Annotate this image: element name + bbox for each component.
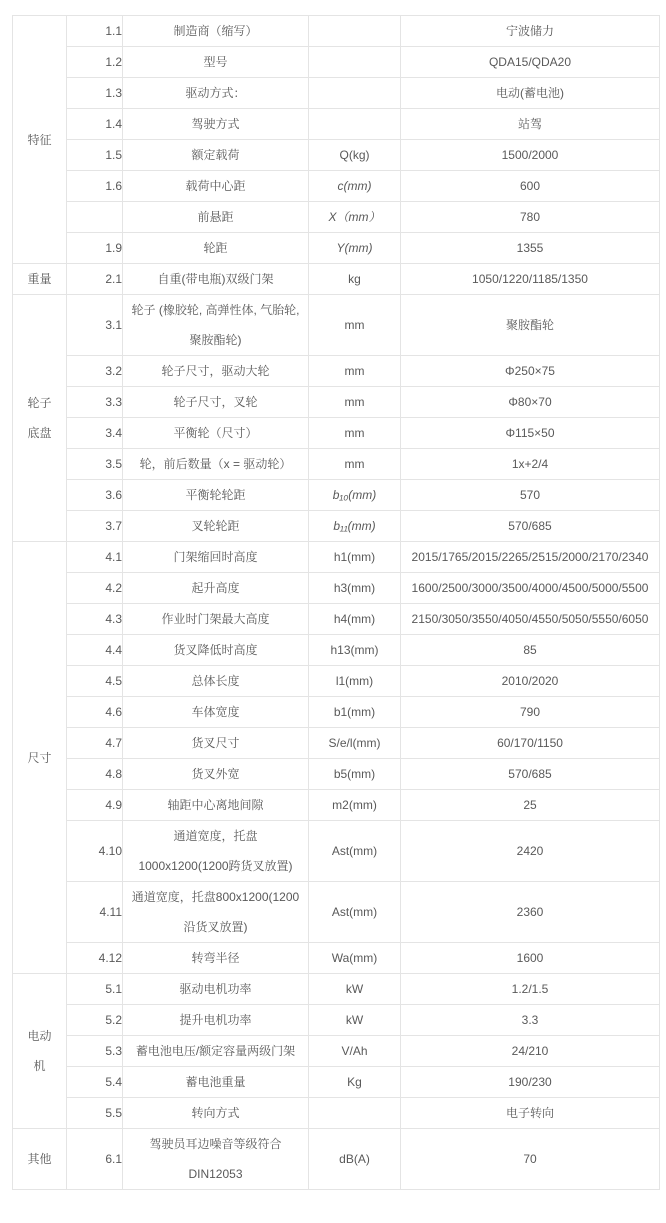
description-cell: 轮子 (橡胶轮, 高弹性体, 气胎轮, 聚胺酯轮) bbox=[123, 295, 309, 356]
table-row bbox=[13, 635, 660, 666]
symbol-cell: mm bbox=[309, 418, 401, 449]
category-cell: 重量 bbox=[13, 264, 67, 295]
table-row bbox=[13, 1129, 660, 1190]
table-row bbox=[13, 109, 660, 140]
value-cell: 电动(蓄电池) bbox=[401, 78, 660, 109]
value-cell: 1600 bbox=[401, 943, 660, 974]
symbol-cell: Q(kg) bbox=[309, 140, 401, 171]
table-row bbox=[13, 449, 660, 480]
table-row bbox=[13, 1005, 660, 1036]
row-number-cell: 4.11 bbox=[67, 882, 123, 943]
description-cell: 转向方式 bbox=[123, 1098, 309, 1129]
symbol-cell: l1(mm) bbox=[309, 666, 401, 697]
description-cell: 制造商（缩写） bbox=[123, 16, 309, 47]
value-cell: 570/685 bbox=[401, 511, 660, 542]
table-row bbox=[13, 1098, 660, 1129]
value-cell: 1x+2/4 bbox=[401, 449, 660, 480]
value-cell: 25 bbox=[401, 790, 660, 821]
category-cell: 尺寸 bbox=[13, 542, 67, 974]
symbol-cell: b₁₁(mm) bbox=[309, 511, 401, 542]
row-number-cell: 4.5 bbox=[67, 666, 123, 697]
description-cell: 轮子尺寸，叉轮 bbox=[123, 387, 309, 418]
value-cell: 2360 bbox=[401, 882, 660, 943]
symbol-cell: X（mm） bbox=[309, 202, 401, 233]
row-number-cell: 3.7 bbox=[67, 511, 123, 542]
table-row bbox=[13, 1036, 660, 1067]
row-number-cell: 3.2 bbox=[67, 356, 123, 387]
table-row bbox=[13, 202, 660, 233]
description-cell: 货叉外宽 bbox=[123, 759, 309, 790]
row-number-cell: 1.5 bbox=[67, 140, 123, 171]
description-cell: 作业时门架最大高度 bbox=[123, 604, 309, 635]
table-row bbox=[13, 140, 660, 171]
description-cell: 蓄电池电压/额定容量两级门架 bbox=[123, 1036, 309, 1067]
value-cell: 600 bbox=[401, 171, 660, 202]
table-row bbox=[13, 16, 660, 47]
value-cell: 60/170/1150 bbox=[401, 728, 660, 759]
table-row bbox=[13, 821, 660, 882]
value-cell: Φ115×50 bbox=[401, 418, 660, 449]
table-row bbox=[13, 511, 660, 542]
description-cell: 车体宽度 bbox=[123, 697, 309, 728]
symbol-cell: h13(mm) bbox=[309, 635, 401, 666]
value-cell: 站驾 bbox=[401, 109, 660, 140]
symbol-cell: m2(mm) bbox=[309, 790, 401, 821]
row-number-cell: 1.9 bbox=[67, 233, 123, 264]
symbol-cell: V/Ah bbox=[309, 1036, 401, 1067]
symbol-cell bbox=[309, 1098, 401, 1129]
row-number-cell: 6.1 bbox=[67, 1129, 123, 1190]
table-row bbox=[13, 943, 660, 974]
description-cell: 轮，前后数量（x = 驱动轮） bbox=[123, 449, 309, 480]
symbol-cell bbox=[309, 78, 401, 109]
row-number-cell: 5.5 bbox=[67, 1098, 123, 1129]
description-cell: 前悬距 bbox=[123, 202, 309, 233]
symbol-cell: kW bbox=[309, 974, 401, 1005]
description-cell: 叉轮轮距 bbox=[123, 511, 309, 542]
row-number-cell: 5.1 bbox=[67, 974, 123, 1005]
row-number-cell: 1.2 bbox=[67, 47, 123, 78]
symbol-cell: Kg bbox=[309, 1067, 401, 1098]
symbol-cell: h4(mm) bbox=[309, 604, 401, 635]
table-row bbox=[13, 387, 660, 418]
value-cell: 570 bbox=[401, 480, 660, 511]
table-row bbox=[13, 264, 660, 295]
symbol-cell bbox=[309, 109, 401, 140]
description-cell: 转弯半径 bbox=[123, 943, 309, 974]
symbol-cell: c(mm) bbox=[309, 171, 401, 202]
description-cell: 平衡轮轮距 bbox=[123, 480, 309, 511]
description-cell: 平衡轮（尺寸） bbox=[123, 418, 309, 449]
value-cell: 2420 bbox=[401, 821, 660, 882]
value-cell: 1.2/1.5 bbox=[401, 974, 660, 1005]
description-cell: 通道宽度，托盘 1000x1200(1200跨货叉放置) bbox=[123, 821, 309, 882]
description-cell: 提升电机功率 bbox=[123, 1005, 309, 1036]
row-number-cell: 1.3 bbox=[67, 78, 123, 109]
category-cell: 其他 bbox=[13, 1129, 67, 1190]
table-row bbox=[13, 666, 660, 697]
value-cell: QDA15/QDA20 bbox=[401, 47, 660, 78]
table-row bbox=[13, 882, 660, 943]
description-cell: 通道宽度，托盘800x1200(1200 沿货叉放置) bbox=[123, 882, 309, 943]
value-cell: 2010/2020 bbox=[401, 666, 660, 697]
category-cell: 特征 bbox=[13, 16, 67, 264]
row-number-cell: 3.5 bbox=[67, 449, 123, 480]
row-number-cell: 4.10 bbox=[67, 821, 123, 882]
symbol-cell: mm bbox=[309, 449, 401, 480]
category-cell: 轮子 底盘 bbox=[13, 295, 67, 542]
symbol-cell: Ast(mm) bbox=[309, 821, 401, 882]
value-cell: 2015/1765/2015/2265/2515/2000/2170/2340 bbox=[401, 542, 660, 573]
description-cell: 蓄电池重量 bbox=[123, 1067, 309, 1098]
symbol-cell: b5(mm) bbox=[309, 759, 401, 790]
value-cell: 85 bbox=[401, 635, 660, 666]
category-cell: 电动 机 bbox=[13, 974, 67, 1129]
row-number-cell: 4.6 bbox=[67, 697, 123, 728]
table-row bbox=[13, 1067, 660, 1098]
table-row bbox=[13, 78, 660, 109]
value-cell: Φ250×75 bbox=[401, 356, 660, 387]
value-cell: 聚胺酯轮 bbox=[401, 295, 660, 356]
row-number-cell: 1.1 bbox=[67, 16, 123, 47]
description-cell: 轴距中心离地间隙 bbox=[123, 790, 309, 821]
table-row bbox=[13, 356, 660, 387]
row-number-cell: 4.8 bbox=[67, 759, 123, 790]
description-cell: 型号 bbox=[123, 47, 309, 78]
value-cell: 1050/1220/1185/1350 bbox=[401, 264, 660, 295]
row-number-cell: 3.4 bbox=[67, 418, 123, 449]
value-cell: 190/230 bbox=[401, 1067, 660, 1098]
description-cell: 货叉降低时高度 bbox=[123, 635, 309, 666]
row-number-cell: 2.1 bbox=[67, 264, 123, 295]
value-cell: 1600/2500/3000/3500/4000/4500/5000/5500 bbox=[401, 573, 660, 604]
value-cell: 1355 bbox=[401, 233, 660, 264]
value-cell: 70 bbox=[401, 1129, 660, 1190]
symbol-cell bbox=[309, 16, 401, 47]
description-cell: 驱动电机功率 bbox=[123, 974, 309, 1005]
table-row bbox=[13, 233, 660, 264]
value-cell: 24/210 bbox=[401, 1036, 660, 1067]
symbol-cell: mm bbox=[309, 295, 401, 356]
symbol-cell: b1(mm) bbox=[309, 697, 401, 728]
table-row bbox=[13, 418, 660, 449]
row-number-cell: 4.7 bbox=[67, 728, 123, 759]
row-number-cell: 5.4 bbox=[67, 1067, 123, 1098]
value-cell: 790 bbox=[401, 697, 660, 728]
symbol-cell: dB(A) bbox=[309, 1129, 401, 1190]
row-number-cell bbox=[67, 202, 123, 233]
symbol-cell: Ast(mm) bbox=[309, 882, 401, 943]
table-row bbox=[13, 974, 660, 1005]
row-number-cell: 4.1 bbox=[67, 542, 123, 573]
spec-table-body bbox=[13, 16, 660, 1190]
symbol-cell: mm bbox=[309, 356, 401, 387]
description-cell: 载荷中心距 bbox=[123, 171, 309, 202]
row-number-cell: 1.4 bbox=[67, 109, 123, 140]
value-cell: Φ80×70 bbox=[401, 387, 660, 418]
description-cell: 驾驶员耳边噪音等级符合 DIN12053 bbox=[123, 1129, 309, 1190]
description-cell: 起升高度 bbox=[123, 573, 309, 604]
description-cell: 总体长度 bbox=[123, 666, 309, 697]
value-cell: 宁波储力 bbox=[401, 16, 660, 47]
row-number-cell: 4.3 bbox=[67, 604, 123, 635]
table-row bbox=[13, 47, 660, 78]
symbol-cell: h1(mm) bbox=[309, 542, 401, 573]
description-cell: 门架缩回时高度 bbox=[123, 542, 309, 573]
table-row bbox=[13, 697, 660, 728]
row-number-cell: 1.6 bbox=[67, 171, 123, 202]
description-cell: 额定载荷 bbox=[123, 140, 309, 171]
description-cell: 轮距 bbox=[123, 233, 309, 264]
value-cell: 2150/3050/3550/4050/4550/5050/5550/6050 bbox=[401, 604, 660, 635]
row-number-cell: 5.3 bbox=[67, 1036, 123, 1067]
table-row bbox=[13, 295, 660, 356]
row-number-cell: 3.3 bbox=[67, 387, 123, 418]
table-row bbox=[13, 759, 660, 790]
value-cell: 3.3 bbox=[401, 1005, 660, 1036]
symbol-cell: b₁₀(mm) bbox=[309, 480, 401, 511]
description-cell: 驱动方式： bbox=[123, 78, 309, 109]
row-number-cell: 4.4 bbox=[67, 635, 123, 666]
row-number-cell: 5.2 bbox=[67, 1005, 123, 1036]
symbol-cell bbox=[309, 47, 401, 78]
value-cell: 570/685 bbox=[401, 759, 660, 790]
symbol-cell: h3(mm) bbox=[309, 573, 401, 604]
table-row bbox=[13, 573, 660, 604]
table-row bbox=[13, 790, 660, 821]
description-cell: 自重(带电瓶)双级门架 bbox=[123, 264, 309, 295]
symbol-cell: S/e/l(mm) bbox=[309, 728, 401, 759]
symbol-cell: Y(mm) bbox=[309, 233, 401, 264]
row-number-cell: 4.12 bbox=[67, 943, 123, 974]
value-cell: 780 bbox=[401, 202, 660, 233]
row-number-cell: 3.1 bbox=[67, 295, 123, 356]
symbol-cell: kW bbox=[309, 1005, 401, 1036]
row-number-cell: 3.6 bbox=[67, 480, 123, 511]
description-cell: 驾驶方式 bbox=[123, 109, 309, 140]
symbol-cell: mm bbox=[309, 387, 401, 418]
spec-table bbox=[12, 15, 660, 1190]
table-row bbox=[13, 604, 660, 635]
value-cell: 1500/2000 bbox=[401, 140, 660, 171]
description-cell: 货叉尺寸 bbox=[123, 728, 309, 759]
value-cell: 电子转向 bbox=[401, 1098, 660, 1129]
table-row bbox=[13, 542, 660, 573]
description-cell: 轮子尺寸，驱动大轮 bbox=[123, 356, 309, 387]
table-row bbox=[13, 480, 660, 511]
table-row bbox=[13, 728, 660, 759]
symbol-cell: Wa(mm) bbox=[309, 943, 401, 974]
row-number-cell: 4.2 bbox=[67, 573, 123, 604]
symbol-cell: kg bbox=[309, 264, 401, 295]
row-number-cell: 4.9 bbox=[67, 790, 123, 821]
table-row bbox=[13, 171, 660, 202]
